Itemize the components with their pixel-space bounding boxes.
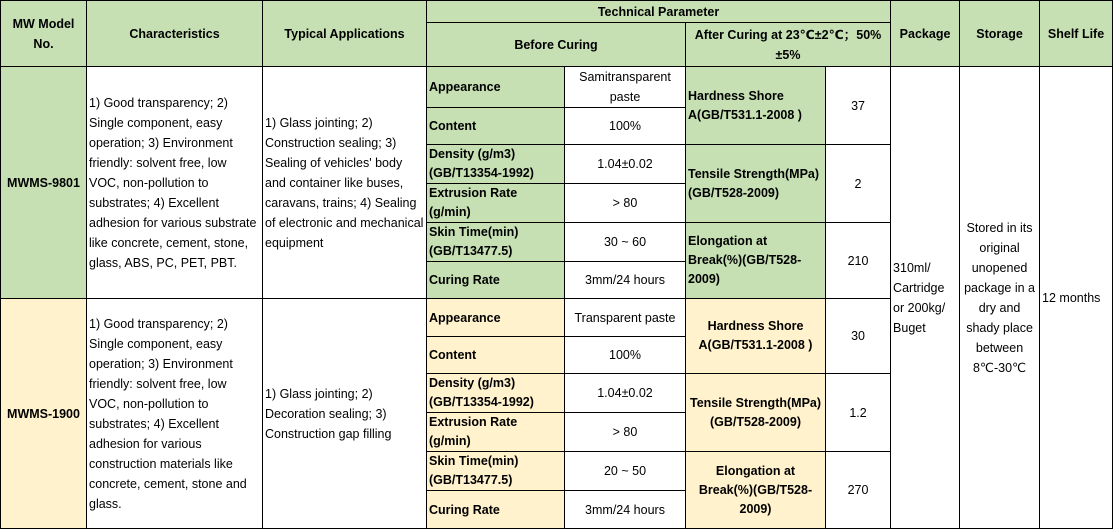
after-param-value: 37 xyxy=(826,67,891,145)
after-param-label: Elongation at Break(%)(GB/T528-2009) xyxy=(686,452,826,529)
after-param-value: 270 xyxy=(826,452,891,529)
param-value: 1.04±0.02 xyxy=(565,145,686,184)
param-value: 30 ~ 60 xyxy=(565,223,686,262)
param-value: Samitransparent paste xyxy=(565,67,686,108)
param-value: 100% xyxy=(565,337,686,374)
param-label: Curing Rate xyxy=(427,491,565,529)
header-storage: Storage xyxy=(960,1,1040,67)
storage-cell: Stored in its original unopened package in a dry and shady place between 8℃-30℃ xyxy=(960,67,1040,529)
param-label: Content xyxy=(427,108,565,145)
param-value: 1.04±0.02 xyxy=(565,374,686,413)
param-label: Density (g/m3) (GB/T13354-1992) xyxy=(427,145,565,184)
header-after-curing: After Curing at 23℃±2℃；50%±5% xyxy=(686,23,891,67)
param-label: Appearance xyxy=(427,299,565,337)
shelf-life-cell: 12 months xyxy=(1040,67,1113,529)
param-label: Skin Time(min) (GB/T13477.5) xyxy=(427,452,565,491)
param-label: Curing Rate xyxy=(427,262,565,299)
applications-cell: 1) Glass jointing; 2) Construction sealing; 3) Sealing of vehicles' body and container like buses, caravans, trains; 4) Sealing of electronic and mechanical equipment xyxy=(263,67,427,299)
param-value: 3mm/24 hours xyxy=(565,491,686,529)
param-label: Skin Time(min) (GB/T13477.5) xyxy=(427,223,565,262)
param-label: Content xyxy=(427,337,565,374)
after-param-value: 210 xyxy=(826,223,891,299)
header-model: MW Model No. xyxy=(1,1,87,67)
param-label: Appearance xyxy=(427,67,565,108)
header-technical-parameter: Technical Parameter xyxy=(427,1,891,23)
param-value: Transparent paste xyxy=(565,299,686,337)
after-param-label: Hardness Shore A(GB/T531.1-2008 ) xyxy=(686,67,826,145)
param-value: > 80 xyxy=(565,184,686,223)
after-param-value: 30 xyxy=(826,299,891,374)
header-applications: Typical Applications xyxy=(263,1,427,67)
header-before-curing: Before Curing xyxy=(427,23,686,67)
header-shelf-life: Shelf Life xyxy=(1040,1,1113,67)
header-package: Package xyxy=(891,1,960,67)
after-param-label: Tensile Strength(MPa) (GB/T528-2009) xyxy=(686,374,826,452)
after-param-label: Tensile Strength(MPa) (GB/T528-2009) xyxy=(686,145,826,223)
applications-cell: 1) Glass jointing; 2) Decoration sealing; 3) Construction gap filling xyxy=(263,299,427,529)
header-characteristics: Characteristics xyxy=(87,1,263,67)
param-label: Extrusion Rate (g/min) xyxy=(427,413,565,452)
after-param-label: Elongation at Break(%)(GB/T528-2009) xyxy=(686,223,826,299)
package-cell: 310ml/ Cartridge or 200kg/ Buget xyxy=(891,67,960,529)
param-value: > 80 xyxy=(565,413,686,452)
after-param-value: 1.2 xyxy=(826,374,891,452)
param-label: Density (g/m3) (GB/T13354-1992) xyxy=(427,374,565,413)
param-value: 100% xyxy=(565,108,686,145)
characteristics-cell: 1) Good transparency; 2) Single component, easy operation; 3) Environment friendly: solvent free, low VOC, non-pollution to substrates; 4) Excellent adhesion for various construction materials like concrete, cement, stone and glass. xyxy=(87,299,263,529)
characteristics-cell: 1) Good transparency; 2) Single component, easy operation; 3) Environment friendly: solvent free, low VOC, non-pollution to substrates; 4) Excellent adhesion for various substrate like concrete, cement, stone, glass, ABS, PC, PET, PBT. xyxy=(87,67,263,299)
after-param-value: 2 xyxy=(826,145,891,223)
param-value: 20 ~ 50 xyxy=(565,452,686,491)
model-cell: MWMS-1900 xyxy=(1,299,87,529)
after-param-label: Hardness Shore A(GB/T531.1-2008 ) xyxy=(686,299,826,374)
param-value: 3mm/24 hours xyxy=(565,262,686,299)
model-cell: MWMS-9801 xyxy=(1,67,87,299)
param-label: Extrusion Rate (g/min) xyxy=(427,184,565,223)
